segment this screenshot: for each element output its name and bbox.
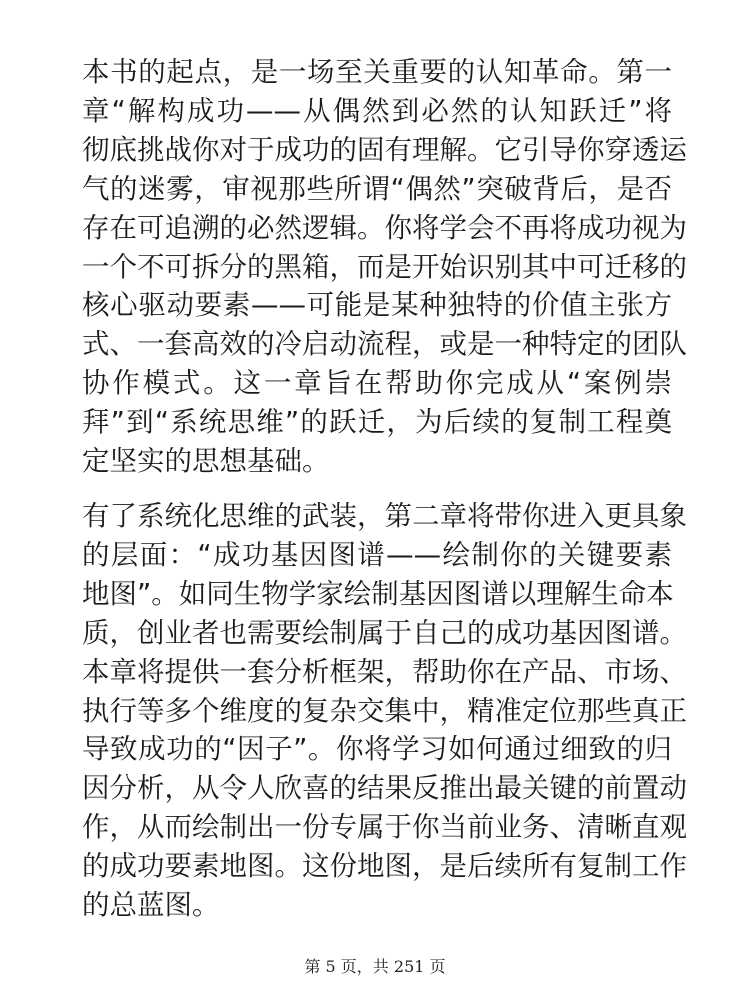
text-line: 的层面：“成功基因图谱——绘制你的关键要素	[82, 538, 672, 571]
page-number-footer: 第 5 页，共 251 页	[304, 957, 446, 976]
text-line: 作，从而绘制出一份专属于你当前业务、清晰直观	[82, 811, 687, 844]
text-line: 地图”。如同生物学家绘制基因图谱以理解生命本	[82, 577, 674, 610]
text-line: 定坚实的思想基础。	[82, 445, 330, 478]
text-line: 本章将提供一套分析框架，帮助你在产品、市场、	[82, 655, 687, 688]
text-line: 因分析，从令人欣喜的结果反推出最关键的前置动	[82, 772, 687, 805]
text-line: 章“解构成功——从偶然到必然的认知跃迁”将	[82, 94, 672, 127]
paragraph-1	[82, 53, 687, 481]
text-line: 气的迷雾，审视那些所谓“偶然”突破背后，是否	[82, 172, 672, 205]
body-text	[82, 53, 687, 925]
paragraph-2	[82, 497, 687, 925]
text-line: 的总蓝图。	[82, 889, 220, 922]
text-line: 的成功要素地图。这份地图，是后续所有复制工作	[82, 850, 687, 883]
text-line: 式、一套高效的冷启动流程，或是一种特定的团队	[82, 328, 687, 361]
text-line: 执行等多个维度的复杂交集中，精准定位那些真正	[82, 694, 687, 727]
text-line: 质，创业者也需要绘制属于自己的成功基因图谱。	[82, 616, 687, 649]
text-line: 本书的起点，是一场至关重要的认知革命。第一	[82, 56, 672, 88]
text-line: 彻底挑战你对于成功的固有理解。它引导你穿透运	[82, 133, 687, 166]
text-line: 拜”到“系统思维”的跃迁，为后续的复制工程奠	[82, 406, 672, 439]
text-line: 存在可追溯的必然逻辑。你将学会不再将成功视为	[82, 211, 687, 244]
text-line: 有了系统化思维的武装，第二章将带你进入更具象	[82, 499, 687, 532]
text-line: 核心驱动要素——可能是某种独特的价值主张方	[82, 289, 672, 322]
text-line: 导致成功的“因子”。你将学习如何通过细致的归	[82, 733, 672, 766]
text-line: 协作模式。这一章旨在帮助你完成从“案例崇	[82, 367, 672, 400]
text-line: 一个不可拆分的黑箱，而是开始识别其中可迁移的	[82, 250, 687, 283]
